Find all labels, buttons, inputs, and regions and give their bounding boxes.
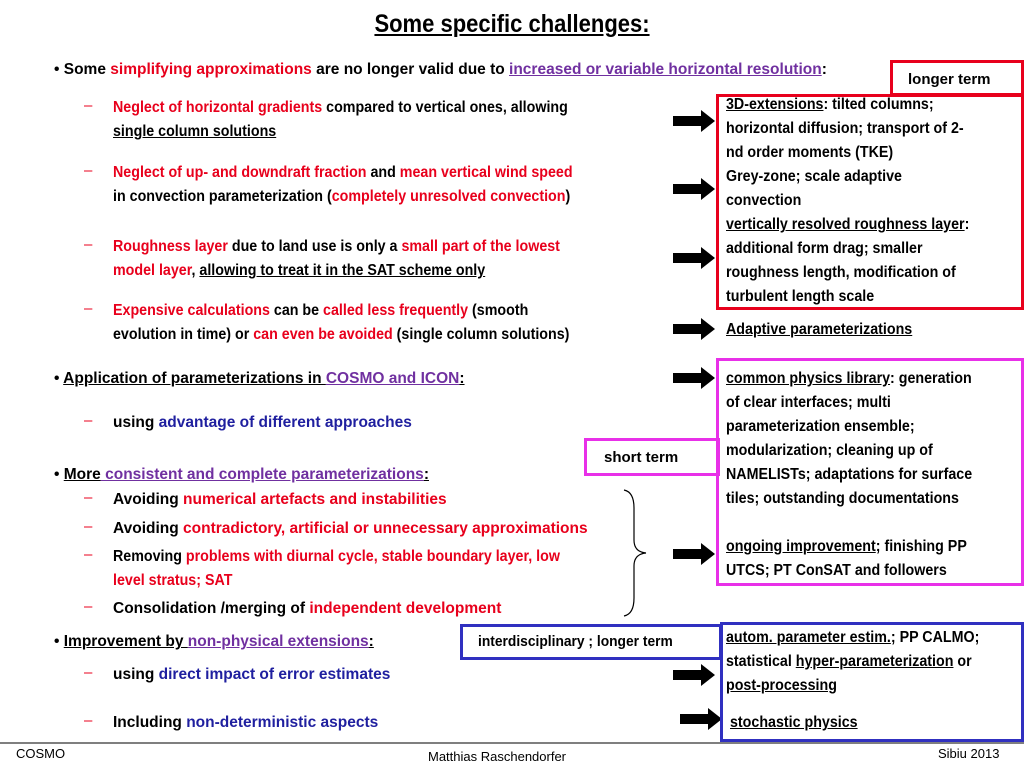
sub-expensive bbox=[113, 299, 569, 347]
r1c: horizontal diffusion; transport of 2- bbox=[726, 120, 964, 137]
s7-a: Avoiding bbox=[113, 520, 184, 537]
r3c: additional form drag; smaller bbox=[726, 240, 923, 257]
r1d: nd order moments (TKE) bbox=[726, 144, 894, 161]
s2-e: completely unresolved convection bbox=[331, 188, 566, 205]
s4-d: (smooth bbox=[468, 302, 529, 319]
s3-b: due to land use is only a bbox=[227, 238, 402, 255]
b4-b: non-physical extensions bbox=[187, 633, 369, 650]
sub-consolidation bbox=[113, 597, 501, 621]
b1-text-b: simplifying approximations bbox=[110, 61, 317, 78]
r7f: post-processing bbox=[726, 677, 837, 694]
b1-text-c: are no longer valid due to bbox=[316, 61, 510, 78]
dash-marker: – bbox=[84, 518, 93, 535]
r5a: common physics library bbox=[726, 370, 891, 387]
right-arrow-icon bbox=[673, 110, 715, 132]
b1-text-e: : bbox=[821, 61, 827, 78]
r5f: NAMELISTs; adaptations for surface bbox=[726, 466, 973, 483]
b1-text-a: Some bbox=[63, 61, 111, 78]
s3-c: small part of the lowest bbox=[401, 238, 560, 255]
r5c: of clear interfaces; multi bbox=[726, 394, 891, 411]
s2-a: Neglect of up- and downdraft fraction bbox=[113, 164, 367, 181]
r1b: : tilted columns; bbox=[823, 96, 934, 113]
bullet-more-consistent: • More consistent and complete parameterizations: bbox=[54, 466, 429, 483]
b4-a: Improvement by bbox=[63, 633, 188, 650]
r2a: Grey-zone; scale adaptive bbox=[726, 168, 902, 185]
s9-a: Consolidation /merging of bbox=[113, 600, 310, 617]
dash-marker: – bbox=[84, 300, 93, 317]
sub-roughness bbox=[113, 235, 560, 283]
s4-a: Expensive calculations bbox=[113, 302, 270, 319]
footer-right: Sibiu 2013 bbox=[938, 746, 1000, 761]
r3a: vertically resolved roughness layer bbox=[726, 216, 965, 233]
footer-center: Matthias Raschendorfer bbox=[428, 749, 567, 764]
dash-marker: – bbox=[84, 489, 93, 506]
sub-error-estimates bbox=[113, 663, 390, 687]
interdisciplinary-label: interdisciplinary ; longer term bbox=[478, 633, 673, 650]
s5-a: using bbox=[113, 414, 159, 431]
s2-f: ) bbox=[565, 188, 571, 205]
b1-text-d: increased or variable horizontal resolution bbox=[509, 61, 822, 78]
b2-c: : bbox=[459, 370, 465, 387]
r6c: UTCS; PT ConSAT and followers bbox=[726, 562, 947, 579]
dash-marker: – bbox=[84, 236, 93, 253]
r5g: tiles; outstanding documentations bbox=[726, 490, 959, 507]
s1-c: single column solutions bbox=[113, 123, 277, 140]
s4-f: can even be avoided bbox=[253, 326, 393, 343]
r5b: : generation bbox=[890, 370, 972, 387]
short-term-label: short term bbox=[604, 449, 679, 466]
s11-a: Including bbox=[113, 714, 187, 731]
r1a: 3D-extensions bbox=[726, 96, 824, 113]
s2-c: mean vertical wind speed bbox=[399, 164, 573, 181]
s8-b: problems with diurnal cycle, stable boundary layer, low bbox=[185, 548, 560, 565]
page-title: Some specific challenges: bbox=[374, 10, 650, 38]
sub-downdraft bbox=[113, 161, 573, 209]
right-text-adaptive bbox=[726, 318, 912, 342]
r7c: statistical bbox=[726, 653, 796, 670]
b4-c: : bbox=[368, 633, 374, 650]
b3-c: : bbox=[423, 466, 429, 483]
s3-e: , bbox=[191, 262, 200, 279]
s6-b: numerical artefacts and instabilities bbox=[183, 491, 447, 508]
r8: stochastic physics bbox=[730, 714, 858, 731]
brace-icon bbox=[618, 488, 652, 618]
r7b: ; PP CALMO; bbox=[890, 629, 980, 646]
right-text-ongoing bbox=[726, 535, 967, 583]
right-text-estimation bbox=[726, 626, 979, 698]
dash-marker: – bbox=[84, 664, 93, 681]
right-arrow-icon bbox=[673, 318, 715, 340]
right-arrow-icon bbox=[673, 178, 715, 200]
r3b: : bbox=[964, 216, 970, 233]
r3d: roughness length, modification of bbox=[726, 264, 956, 281]
sub-numerical bbox=[113, 488, 447, 512]
r7d: hyper-parameterization bbox=[795, 653, 954, 670]
s4-e: evolution in time) or bbox=[113, 326, 254, 343]
right-arrow-icon bbox=[673, 664, 715, 686]
s8-c: level stratus; SAT bbox=[113, 572, 233, 589]
r7a: autom. parameter estim. bbox=[726, 629, 891, 646]
r3e: turbulent length scale bbox=[726, 288, 875, 305]
s10-b: direct impact of error estimates bbox=[158, 666, 391, 683]
b3-a: More bbox=[63, 466, 101, 483]
r6a: ongoing improvement bbox=[726, 538, 876, 555]
s3-d: model layer bbox=[113, 262, 192, 279]
sub-horizontal-gradients bbox=[113, 96, 568, 144]
r5d: parameterization ensemble; bbox=[726, 418, 915, 435]
right-arrow-icon bbox=[680, 708, 722, 730]
sub-contradictory bbox=[113, 517, 588, 541]
dash-marker: – bbox=[84, 712, 93, 729]
bullet-improvement: • Improvement by non-physical extensions: bbox=[54, 633, 374, 650]
s1-a: Neglect of horizontal gradients bbox=[113, 99, 323, 116]
r5e: modularization; cleaning up of bbox=[726, 442, 933, 459]
right-arrow-icon bbox=[673, 367, 715, 389]
dash-marker: – bbox=[84, 598, 93, 615]
s3-f: allowing to treat it in the SAT scheme only bbox=[199, 262, 486, 279]
b3-b: consistent and complete parameterizations bbox=[100, 466, 424, 483]
s11-b: non-deterministic aspects bbox=[186, 714, 379, 731]
s8-a: Removing bbox=[113, 548, 186, 565]
r4: Adaptive parameterizations bbox=[726, 321, 913, 338]
s4-b: can be bbox=[269, 302, 324, 319]
right-arrow-icon bbox=[673, 247, 715, 269]
sub-advantage bbox=[113, 411, 412, 435]
dash-marker: – bbox=[84, 412, 93, 429]
s2-b: and bbox=[366, 164, 400, 181]
s7-b: contradictory, artificial or unnecessary approximations bbox=[183, 520, 588, 537]
s3-a: Roughness layer bbox=[113, 238, 228, 255]
b2-b: COSMO and ICON bbox=[325, 370, 460, 387]
longer-term-label: longer term bbox=[908, 71, 991, 88]
dash-marker: – bbox=[84, 162, 93, 179]
s4-c: called less frequently bbox=[323, 302, 469, 319]
r2b: convection bbox=[726, 192, 802, 209]
s10-a: using bbox=[113, 666, 159, 683]
r6b: ; finishing PP bbox=[875, 538, 967, 555]
s5-b: advantage of different approaches bbox=[158, 414, 412, 431]
footer-divider bbox=[0, 742, 1024, 744]
sub-diurnal bbox=[113, 545, 560, 593]
right-text-stochastic bbox=[730, 711, 858, 735]
sub-non-deterministic bbox=[113, 711, 378, 735]
right-text-extensions bbox=[726, 93, 969, 309]
right-text-physics-library bbox=[726, 367, 972, 511]
dash-marker: – bbox=[84, 97, 93, 114]
s2-d: in convection parameterization ( bbox=[113, 188, 332, 205]
b2-a: Application of parameterizations in bbox=[63, 370, 326, 387]
s6-a: Avoiding bbox=[113, 491, 184, 508]
r7e: or bbox=[953, 653, 972, 670]
s4-g: (single column solutions) bbox=[392, 326, 570, 343]
footer-left: COSMO bbox=[16, 746, 66, 761]
bullet-simplifying: • Some simplifying approximations are no longer valid due to increased or variable horizontal resolution: bbox=[54, 61, 827, 78]
bullet-application: • Application of parameterizations in COSMO and ICON: bbox=[54, 370, 465, 387]
s9-b: independent development bbox=[309, 600, 502, 617]
right-arrow-icon bbox=[673, 543, 715, 565]
s1-b: compared to vertical ones, allowing bbox=[322, 99, 568, 116]
dash-marker: – bbox=[84, 546, 93, 563]
